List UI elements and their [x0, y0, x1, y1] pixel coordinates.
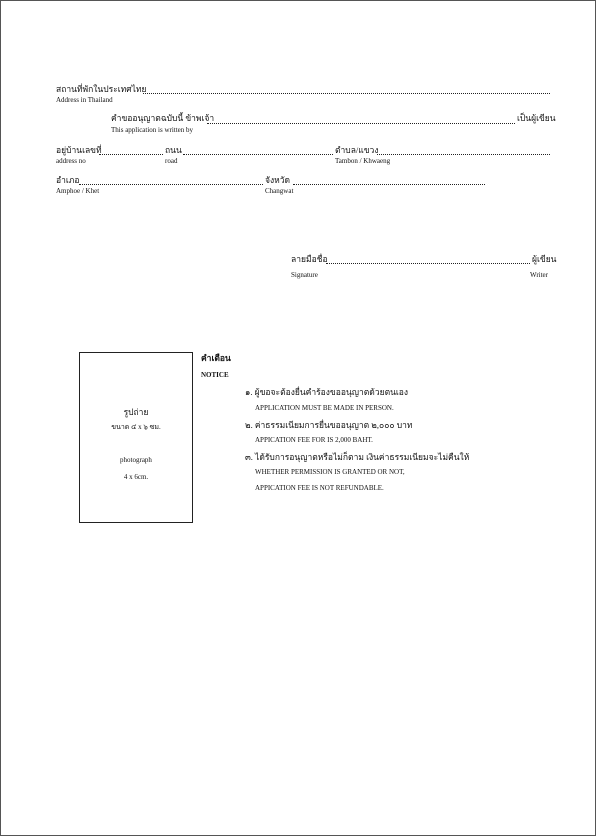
applicant-name-field[interactable] — [207, 123, 515, 124]
writer-thai-label: ผู้เขียน — [532, 254, 557, 264]
road-thai-label: ถนน — [165, 145, 182, 155]
amphoe-field[interactable] — [79, 184, 263, 185]
tambon-field[interactable] — [377, 154, 550, 155]
address-en-label: Address in Thailand — [56, 96, 113, 104]
photo-placeholder-box — [79, 352, 193, 523]
signature-field[interactable] — [326, 263, 530, 264]
tambon-en-label: Tambon / Khwaeng — [335, 157, 391, 165]
tambon-thai-label: ตำบล/แขวง — [335, 145, 379, 155]
signature-thai-label: ลายมือชื่อ — [291, 254, 328, 264]
address-no-field[interactable] — [99, 154, 163, 155]
road-en-label: road — [165, 157, 178, 165]
address-thailand-field[interactable] — [143, 93, 550, 94]
notice-item-2-thai: ๒. ค่าธรรมเนียมการยื่นขออนุญาต ๒,๐๐๐ บาท — [245, 420, 413, 430]
address-no-thai-label: อยู่บ้านเลขที่ — [56, 145, 102, 155]
notice-item-1-en: APPLICATION MUST BE MADE IN PERSON. — [255, 404, 394, 412]
notice-title-thai: คำเตือน — [201, 353, 231, 363]
notice-item-3-en2: APPICATION FEE IS NOT REFUNDABLE. — [255, 484, 384, 492]
notice-item-1-thai: ๑. ผู้ขอจะต้องยื่นคำร้องขออนุญาตด้วยตนเอง — [245, 387, 409, 397]
amphoe-en-label: Amphoe / Khet — [56, 187, 100, 195]
address-thai-label: สถานที่พักในประเทศไทย — [56, 84, 147, 94]
changwat-thai-label: จังหวัด — [265, 175, 291, 185]
photo-en-line2: 4 x 6cm. — [123, 473, 149, 481]
photo-thai-line2: ขนาด ๔ x ๖ ซม. — [111, 423, 161, 431]
amphoe-thai-label: อำเภอ — [56, 175, 80, 185]
photo-thai-line1: รูปถ่าย — [123, 407, 149, 417]
notice-item-3-thai: ๓. ได้รับการอนุญาตหรือไม่ก็ตาม เงินค่าธรรมเนียมจะไม่คืนให้ — [245, 452, 470, 462]
photo-en-line1: photograph — [120, 456, 152, 464]
notice-title-en: NOTICE — [201, 371, 229, 379]
writer-suffix-label: เป็นผู้เขียน — [517, 113, 556, 123]
road-field[interactable] — [183, 154, 333, 155]
notice-item-2-en: APPICATION FEE FOR IS 2,000 BAHT. — [255, 436, 373, 444]
application-en-label: This application is written by — [111, 126, 194, 134]
signature-en-label: Signature — [291, 271, 318, 279]
application-thai-label: คำขออนุญาตฉบับนี้ ข้าพเจ้า — [111, 113, 215, 123]
changwat-field[interactable] — [293, 184, 485, 185]
address-no-en-label: address no — [56, 157, 86, 165]
notice-item-3-en: WHETHER PERMISSION IS GRANTED OR NOT, — [255, 468, 405, 476]
changwat-en-label: Changwat — [265, 187, 294, 195]
writer-en-label: Writer — [530, 271, 548, 279]
